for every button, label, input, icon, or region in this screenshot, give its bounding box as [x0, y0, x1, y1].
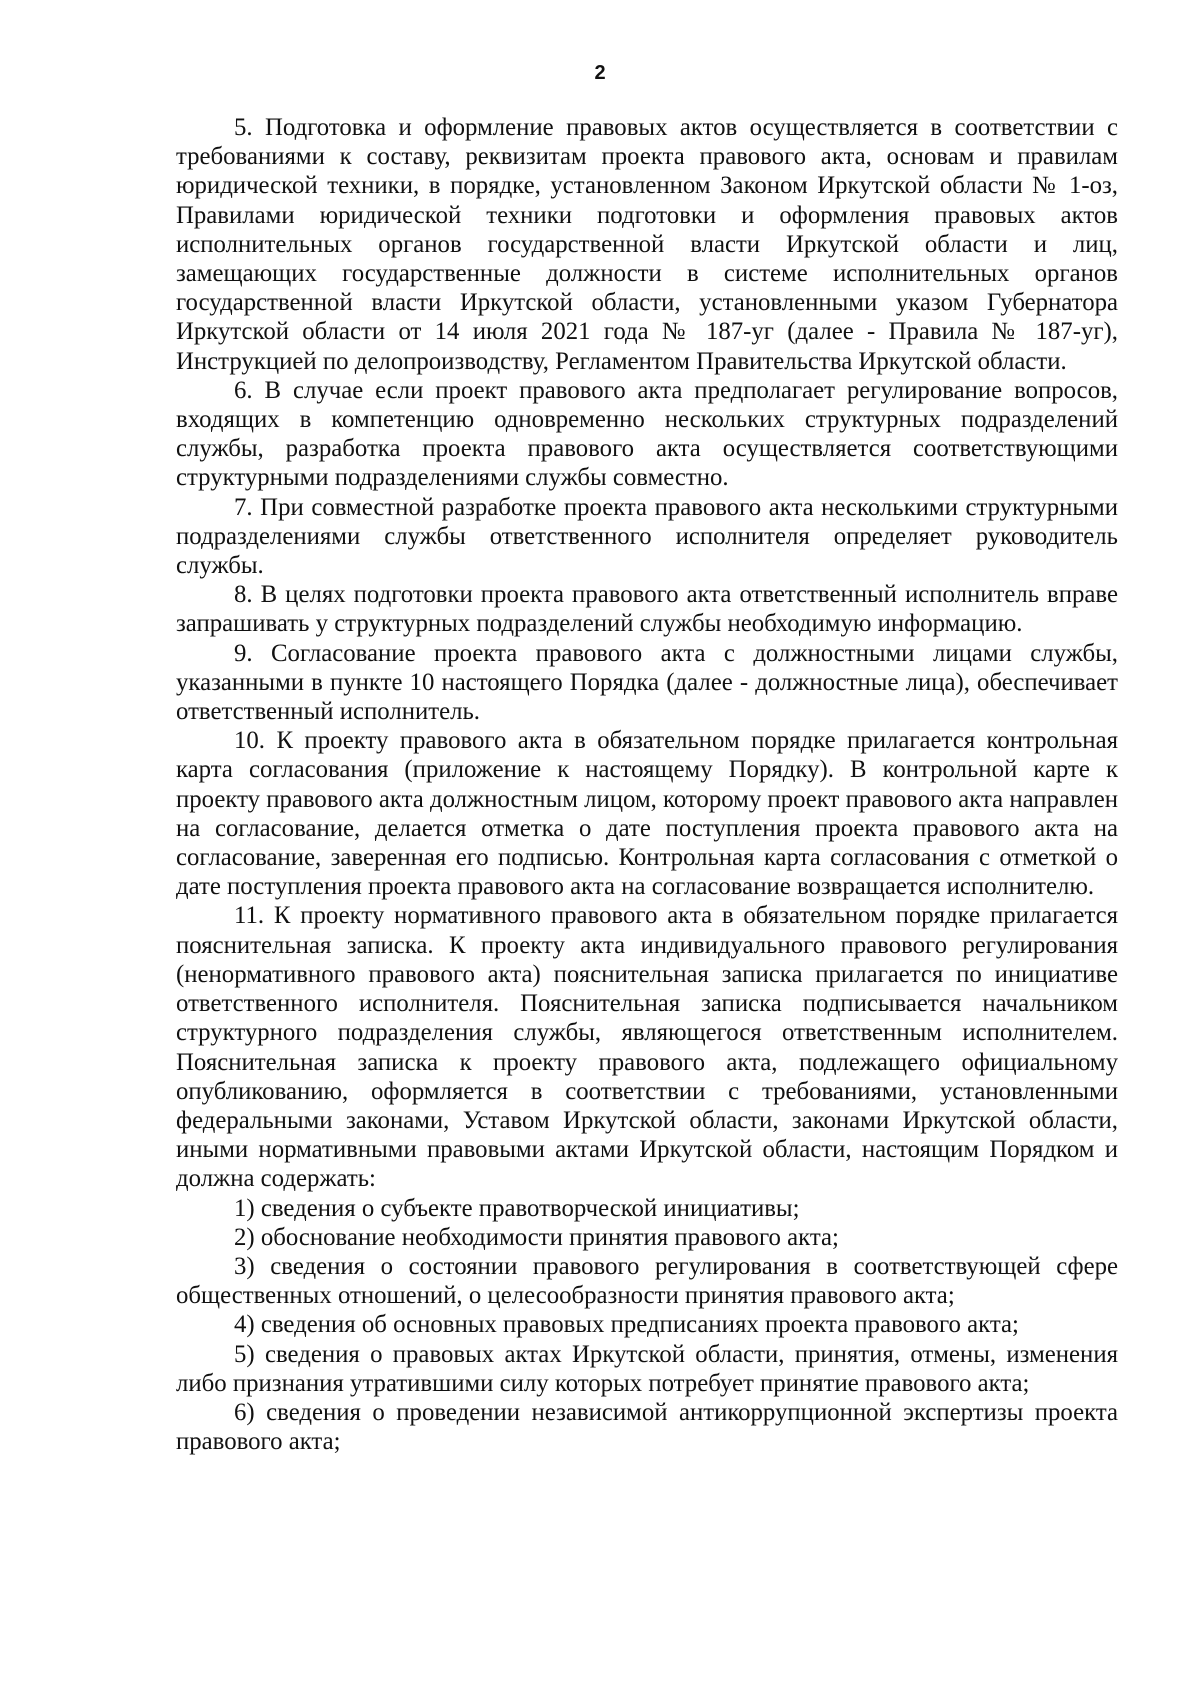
document-body	[176, 113, 1118, 1456]
paragraph-clause-10: 10. К проекту правового акта в обязательном порядке прилагается контрольная карта согласования (приложение к настоящему Порядку). В контрольной карте к проекту правового акта должностным лицом, которому проект правового акта направлен на согласование, делается отметка о дате поступления проекта правового акта на согласование, заверенная его подписью. Контрольная карта согласования с отметкой о дате поступления проекта правового акта на согласование возвращается исполнителю.	[176, 727, 1118, 901]
list-item-4: 4) сведения об основных правовых предписаниях проекта правового акта;	[234, 1311, 1019, 1339]
paragraph-clause-11: 11. К проекту нормативного правового акта в обязательном порядке прилагается пояснительная записка. К проекту акта индивидуального правового регулирования (ненормативного правового акта) пояснительная записка прилагается по инициативе ответственного исполнителя. Пояснительная записка подписывается начальником структурного подразделения службы, являющегося ответственным исполнителем. Пояснительная записка к проекту правового акта, подлежащего официальному опубликованию, оформляется в соответствии с требованиями, установленными федеральными законами, Уставом Иркутской области, законами Иркутской области, иными нормативными правовыми актами Иркутской области, настоящим Порядком и должна содержать:	[176, 902, 1118, 1193]
paragraph-clause-8: 8. В целях подготовки проекта правового акта ответственный исполнитель вправе запрашивать у структурных подразделений службы необходимую информацию.	[176, 581, 1118, 638]
list-item-2: 2) обоснование необходимости принятия правового акта;	[234, 1223, 839, 1251]
list-item-1: 1) сведения о субъекте правотворческой инициативы;	[234, 1194, 800, 1222]
list-item-3: 3) сведения о состоянии правового регулирования в соответствующей сфере общественных отношений, о целесообразности принятия правового акта;	[176, 1252, 1118, 1310]
page-number: 2	[594, 62, 606, 84]
paragraph-clause-7: 7. При совместной разработке проекта правового акта несколькими структурными подразделениями службы ответственного исполнителя определяет руководитель службы.	[176, 493, 1118, 580]
paragraph-clause-9: 9. Согласование проекта правового акта с должностными лицами службы, указанными в пункте 10 настоящего Порядка (далее - должностные лица), обеспечивает ответственный исполнитель.	[176, 639, 1118, 726]
list-item-6: 6) сведения о проведении независимой антикоррупционной экспертизы проекта правового акта;	[176, 1398, 1118, 1456]
paragraph-clause-5: 5. Подготовка и оформление правовых актов осуществляется в соответствии с требованиями к составу, реквизитам проекта правового акта, основам и правилам юридической техники, в порядке, установленном Законом Иркутской области № 1-оз, Правилами юридической техники подготовки и оформления правовых актов исполнительных органов государственной власти Иркутской области и лиц, замещающих государственные должности в системе исполнительных органов государственной власти Иркутской области, установленными указом Губернатора Иркутской области от 14 июля 2021 года № 187-уг (далее - Правила № 187-уг), Инструкцией по делопроизводству, Регламентом Правительства Иркутской области.	[176, 114, 1118, 375]
list-item-5: 5) сведения о правовых актах Иркутской области, принятия, отмены, изменения либо признания утратившими силу которых потребует принятие правового акта;	[176, 1340, 1118, 1397]
paragraph-clause-6: 6. В случае если проект правового акта предполагает регулирование вопросов, входящих в компетенцию одновременно нескольких структурных подразделений службы, разработка проекта правового акта осуществляется соответствующими структурными подразделениями службы совместно.	[176, 376, 1118, 492]
